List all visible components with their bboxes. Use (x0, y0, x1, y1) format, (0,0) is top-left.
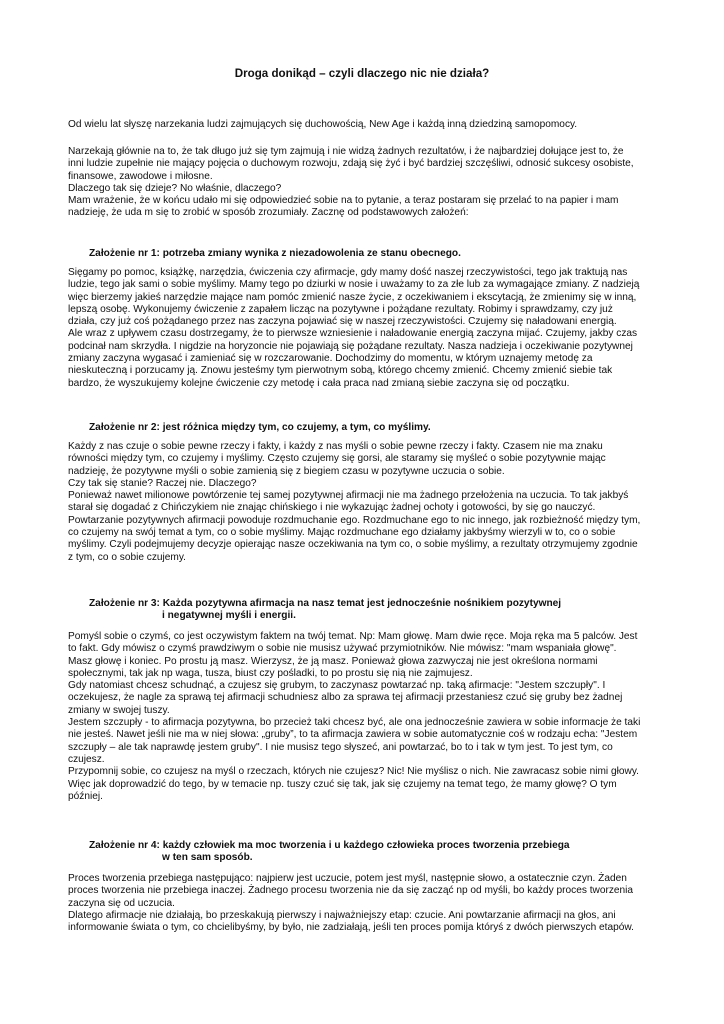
heading-line: Założenie nr 4: każdy człowiek ma moc tworzenia i u każdego człowieka proces tworzenia przebiega (89, 840, 570, 851)
paragraph-assumption-4 (68, 873, 668, 934)
text-line: Narzekają głównie na to, że tak długo już się tym zajmują i nie widzą żadnych rezultatów, i że najbardziej dołujące jest to, że (68, 146, 624, 157)
heading-assumption-1 (89, 248, 689, 260)
intro-paragraph (68, 119, 668, 131)
text-line: więc bierzemy jakieś narzędzie mające nam pomóc zmienić nasze życie, z oczekiwaniem i ekscytacją, że zmienimy się w inną, (68, 291, 637, 303)
text-line: równości między tym, co czujemy i myślimy. Często czujemy się gorsi, ale staramy się myśleć o sobie pozytywnie mając (68, 453, 606, 465)
text-line: działa, czy już coś pożądanego przez nas zaczyna pojawiać się w naszej rzeczywistości. Czujemy się naładowani energią. (68, 316, 617, 328)
text-line: Dlatego afirmacje nie działają, bo przeskakują pierwszy i najważniejszy etap: czucie. Ani powtarzanie afirmacji na głos, ani (68, 909, 616, 921)
text-line: lepszą osobę. Wykonujemy ćwiczenie z zapałem licząc na pozytywne i pożądane rezultaty. Robimy i sprawdzamy, czy już (68, 303, 613, 315)
text-line: Pomyśl sobie o czymś, co jest oczywistym faktem na twój temat. Np: Mam głowę. Mam dwie ręce. Moja ręka ma 5 palców. Jest (68, 631, 638, 642)
heading-line: w ten sam sposób. (162, 852, 253, 864)
text-line: Więc jak doprowadzić do tego, by w temacie np. tuszy czuć się tak, jak się czujemy na temat tego, że mamy głowę? O tym (68, 778, 617, 790)
text-line: Czy tak się stanie? Raczej nie. Dlaczego? (68, 477, 257, 489)
heading-assumption-3 (89, 598, 689, 623)
text-line: inni ludzie zupełnie nie mający pojęcia o duchowym rozwoju, zdają się żyć i być bardziej szczęśliwi, odnosić sukcesy osobiste, (68, 158, 634, 170)
text-line: z tym, co o sobie czujemy. (68, 551, 186, 563)
text-line: starał się dogadać z Chińczykiem nie znając chińskiego i nie wykazując żadnej ochoty i gotowości, by się go nauczyć. (68, 502, 596, 514)
text-line: czujesz. (68, 753, 105, 765)
text-line: bardzo, że wyszukujemy kolejne ćwiczenie czy metodę i cała praca nad zmianą siebie zaczyna się od początku. (68, 377, 570, 389)
text-line: myślimy. Czyli podejmujemy decyzje opierając nasze oczekiwania na tym co, o sobie myślimy, a rezultaty otrzymujemy zgodnie (68, 539, 638, 551)
text-line: nadzieję, że uda m się to zrobić w sposób zrozumiały. Zacznę od podstawowych założeń: (68, 207, 469, 219)
text-line: później. (68, 790, 103, 802)
text-line: Masz głowę i koniec. Po prostu ją masz. Wierzysz, że ją masz. Ponieważ głowa zazwyczaj nie jest określona normami (68, 655, 598, 667)
paragraph-assumption-2 (68, 441, 668, 564)
text-line: nie jesteś. Nawet jeśli nie ma w niej słowa: „gruby”, to ta afirmacja zawiera w sobie automatycznie coś w rodzaju echa: "Jestem (68, 729, 638, 741)
text-line: Dlaczego tak się dzieje? No właśnie, dlaczego? (68, 182, 282, 194)
text-line: Ale wraz z upływem czasu dostrzegamy, że to pierwsze wzniesienie i naładowanie energią zaczyna mijać. Czujemy, jakby czas (68, 328, 638, 340)
text-line: Gdy natomiast chcesz schudnąć, a czujesz się grubym, to zaczynasz powtarzać np. taką afirmacje: "Jestem szczupły". I (68, 680, 606, 692)
heading-line: Założenie nr 2: jest różnica między tym, co czujemy, a tym, co myślimy. (89, 422, 431, 433)
text-line: Każdy z nas czuje o sobie pewne rzeczy i fakty, i każdy z nas myśli o sobie pewne rzeczy i fakty. Czasem nie ma znaku (68, 441, 603, 452)
text-line: to fakt. Gdy mówisz o czymś prawdziwym o sobie nie musisz używać przymiotników. Nie mówisz: "mam wspaniała głowę". (68, 643, 617, 655)
text-line: Proces tworzenia przebiega następująco: najpierw jest uczucie, potem jest myśl, następnie słowo, a ostatecznie czyn. Żaden (68, 873, 627, 884)
text-line: społecznymi, tak jak np waga, tusza, biust czy pośladki, to po prostu się nią nie zajmujesz. (68, 667, 473, 679)
text-line: Od wielu lat słyszę narzekania ludzi zajmujących się duchowością, New Age i każdą inną dziedziną samopomocy. (68, 119, 578, 130)
text-line: finansowe, zawodowe i miłosne. (68, 170, 213, 182)
heading-assumption-2 (89, 422, 689, 434)
text-line: zmiany w swojej tuszy. (68, 704, 170, 716)
text-line: nadzieję, że pozytywne myśli o sobie zamienią się z biegiem czasu w pozytywne uczucia o sobie. (68, 465, 505, 477)
text-line: szczupły – ale tak naprawdę jestem gruby". I nie musisz tego słyszeć, ani powtarzać, bo to i tak w tym jest. To jest tym, co (68, 741, 613, 753)
text-line: co czujemy na swój temat a tym, co o sobie myślimy. Mając rozdmuchane ego działamy jakbyśmy wierzyli w to, co o sobie (68, 527, 616, 539)
text-line: Sięgamy po pomoc, książkę, narzędzia, ćwiczenia czy afirmacje, gdy mamy dość naszej rzeczywistości, tego jak traktują nas (68, 267, 628, 278)
text-line: Mam wrażenie, że w końcu udało mi się odpowiedzieć sobie na to pytanie, a teraz postaram się przelać to na papier i mam (68, 195, 619, 207)
paragraph-assumption-1 (68, 267, 668, 390)
text-line: informowanie świata o tym, co chcielibyśmy, by było, nie zadziałają, jeśli ten proces pomija któryś z dwóch pierwszych etapów. (68, 922, 634, 934)
paragraph-assumption-3 (68, 631, 668, 803)
heading-line: Założenie nr 3: Każda pozytywna afirmacja na nasz temat jest jednocześnie nośnikiem pozytywnej (89, 598, 562, 609)
heading-line: i negatywnej myśli i energii. (162, 610, 296, 622)
text-line: zaczyna się od uczucia. (68, 897, 175, 909)
text-line: zmiany zaczyna wygasać i zamieniać się w rozczarowanie. Dochodzimy do momentu, w którym uznajemy metodę za (68, 353, 593, 365)
text-line: proces tworzenia nie przebiega inaczej. Żadnego procesu tworzenia nie da się zacząć np od myśli, bo każdy proces tworzenia (68, 885, 634, 897)
paragraph-complaints (68, 146, 668, 220)
heading-line: Założenie nr 1: potrzeba zmiany wynika z niezadowolenia ze stanu obecnego. (89, 248, 461, 259)
document-title: Droga donikąd – czyli dlaczego nic nie działa? (234, 67, 490, 80)
text-line: podcinał nam skrzydła. I nigdzie na horyzoncie nie pojawiają się pożądane rezultaty. Nasza nadzieja i oczekiwanie pozytywnej (68, 340, 633, 352)
text-line: oczekujesz, że nagle za sprawą tej afirmacji schudniesz albo za sprawa tej afirmacji przestaniesz czuć się gruby bez żadnej (68, 692, 623, 704)
heading-assumption-4 (89, 840, 689, 865)
text-line: ludzie, tego jak sami o sobie myślimy. Mamy tego po dziurki w nosie i uważamy to za złe lub za wymagające zmiany. Z nadzieją (68, 279, 640, 291)
text-line: Jestem szczupły - to afirmacja pozytywna, bo przecież taki chcesz być, ale ona jednocześnie zawiera w sobie informacje że taki (68, 717, 641, 729)
text-line: Przypomnij sobie, co czujesz na myśl o rzeczach, których nie czujesz? Nic! Nie myślisz o nich. Nie zawracasz sobie nimi głowy. (68, 766, 639, 778)
text-line: Powtarzanie pozytywnych afirmacji powoduje rozdmuchanie ego. Rozdmuchane ego to nic innego, jak rozbieżność między tym, (68, 514, 641, 526)
text-line: nieskuteczną i porzucamy ją. Znowu jesteśmy tym pierwotnym sobą, którego chcemy zmienić. Chcemy zmienić siebie tak (68, 365, 613, 377)
text-line: Ponieważ nawet milionowe powtórzenie tej samej pozytywnej afirmacji nie ma żadnego przełożenia na uczucia. To tak jakbyś (68, 490, 629, 502)
